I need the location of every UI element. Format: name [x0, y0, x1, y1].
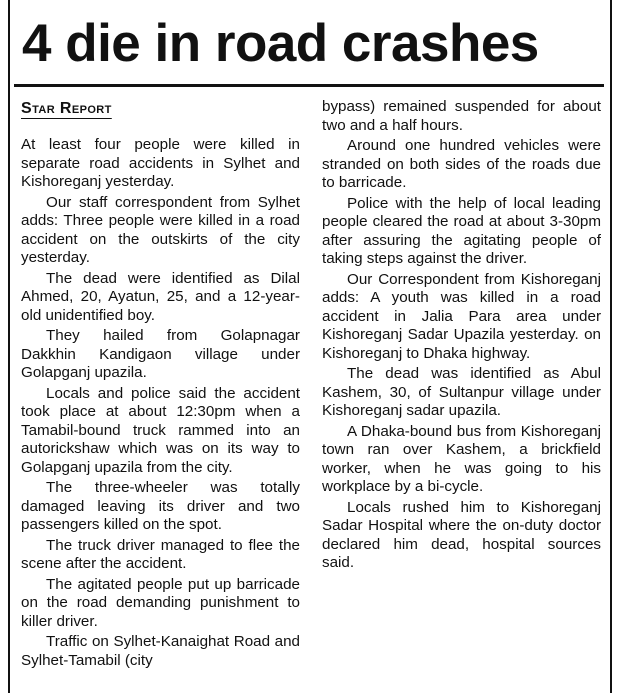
paragraph-continuation: bypass) remained suspended for about two and a half hours. — [322, 98, 601, 134]
paragraph: Our staff correspondent from Sylhet adds: Three people were killed in a road accident on the outskirts of the city yesterday. — [21, 193, 300, 266]
paragraph: Locals rushed him to Kishoreganj Sadar Hospital where the on-duty doctor declared him dead, hospital sources said. — [322, 498, 601, 571]
paragraph: At least four people were killed in separate road accidents in Sylhet and Kishoreganj yesterday. — [21, 136, 300, 190]
article-column-1 — [21, 98, 300, 672]
paragraph: The dead was identified as Abul Kashem, 30, of Sultanpur village under Kishoreganj sadar upazila. — [322, 365, 601, 419]
article-column-2 — [322, 98, 601, 575]
paragraph: The truck driver managed to flee the scene after the accident. — [21, 536, 300, 572]
headline-rule — [14, 84, 604, 87]
paragraph: Police with the help of local leading people cleared the road at about 3-30pm after assuring the agitating people of taking steps against the driver. — [322, 194, 601, 267]
paragraph: The agitated people put up barricade on the road demanding punishment to killer driver. — [21, 575, 300, 630]
paragraph: The three-wheeler was totally damaged leaving its driver and two passengers killed on the spot. — [21, 479, 300, 533]
paragraph: A Dhaka-bound bus from Kishoreganj town ran over Kashem, a brickfield worker, when he was going to his workplace by a bi-cycle. — [322, 422, 601, 495]
paragraph: Locals and police said the accident took place at about 12:30pm when a Tamabil-bound truck rammed into an autorickshaw which was on its way to Golapganj upazila from the city. — [21, 384, 300, 476]
paragraph: They hailed from Golapnagar Dakkhin Kandigaon village under Golapganj upazila. — [21, 327, 300, 381]
paragraph: Traffic on Sylhet-Kanaighat Road and Sylhet-Tamabil (city — [21, 633, 300, 669]
headline: 4 die in road crashes — [22, 14, 539, 73]
paragraph: Our Correspondent from Kishoreganj adds: A youth was killed in a road accident in Jalia Para area under Kishoreganj Sadar Upazila yesterday. on Kishoreganj to Dhaka highway. — [322, 270, 601, 362]
byline: Star Report — [21, 100, 112, 117]
paragraph: Around one hundred vehicles were stranded on both sides of the roads due to barricade. — [322, 137, 601, 191]
paragraph: The dead were identified as Dilal Ahmed, 20, Ayatun, 25, and a 12-year-old unidentified boy. — [21, 269, 300, 324]
